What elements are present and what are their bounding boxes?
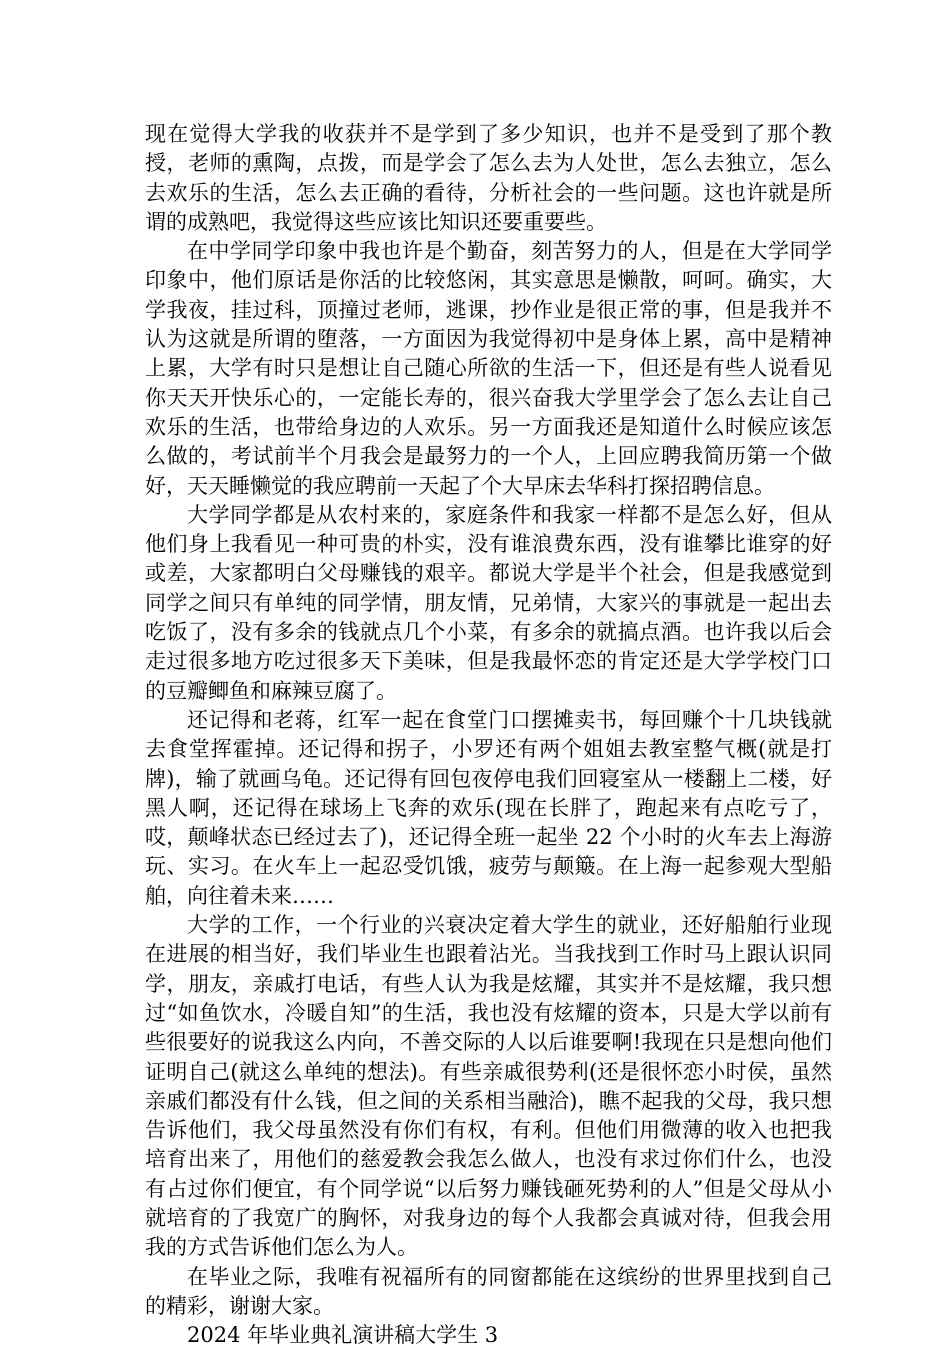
paragraph-4: 还记得和老蒋，红军一起在食堂门口摆摊卖书，每回赚个十几块钱就去食堂挥霍掉。还记得和拐子，小罗还有两个姐姐去教室整气概(就是打牌)，输了就画乌龟。还记得有回包夜停电我们回寝室从一楼翻上二楼，好黑人啊，还记得在球场上飞奔的欢乐(现在长胖了，跑起来有点吃亏了，哎，颠峰状态已经过去了)，还记得全班一起坐 22 个小时的火车去上海游玩、实习。在火车上一起忍受饥饿，疲劳与颠簸。在上海一起参观大型船舶，向往着未来…… <box>145 707 832 908</box>
paragraph-2: 在中学同学印象中我也许是个勤奋，刻苦努力的人，但是在大学同学印象中，他们原话是你活的比较悠闲，其实意思是懒散，呵呵。确实，大学我夜，挂过科，顶撞过老师，逃课，抄作业是很正常的事，但是我并不认为这就是所谓的堕落，一方面因为我觉得初中是身体上累，高中是精神上累，大学有时只是想让自己随心所欲的生活一下，但还是有些人说看见你天天开快乐心的，一定能长寿的，很兴奋我大学里学会了怎么去让自己欢乐的生活，也带给身边的人欢乐。另一方面我还是知道什么时候应该怎么做的，考试前半个月我会是最努力的一个人，上回应聘我简历第一个做好，天天睡懒觉的我应聘前一天起了个大早床去华科打探招聘信息。 <box>145 239 832 498</box>
paragraph-3: 大学同学都是从农村来的，家庭条件和我家一样都不是怎么好，但从他们身上我看见一种可贵的朴实，没有谁浪费东西，没有谁攀比谁穿的好或差，大家都明白父母赚钱的艰辛。都说大学是半个社会，但是我感觉到同学之间只有单纯的同学情，朋友情，兄弟情，大家兴的事就是一起出去吃饭了，没有多余的钱就点几个小菜，有多余的就搞点酒。也许我以后会走过很多地方吃过很多天下美味，但是我最怀恋的肯定还是大学学校门口的豆瓣鲫鱼和麻辣豆腐了。 <box>145 502 832 703</box>
paragraph-6: 在毕业之际，我唯有祝福所有的同窗都能在这缤纷的世界里找到自己的精彩，谢谢大家。 <box>145 1264 832 1318</box>
document-body <box>145 120 832 1350</box>
paragraph-5: 大学的工作，一个行业的兴衰决定着大学生的就业，还好船舶行业现在进展的相当好，我们毕业生也跟着沾光。当我找到工作时马上跟认识同学，朋友，亲戚打电话，有些人认为我是炫耀，其实并不是炫耀，我只想过“如鱼饮水，冷暖自知”的生活，我也没有炫耀的资本，只是大学以前有些很要好的说我这么内向，不善交际的人以后谁要啊!我现在只是想向他们证明自己(就这么单纯的想法)。有些亲戚很势利(还是很怀恋小时侯，虽然亲戚们都没有什么钱，但之间的关系相当融洽)，瞧不起我的父母，我只想告诉他们，我父母虽然没有你们有权，有利。但他们用微薄的收入也把我培育出来了，用他们的慈爱教会我怎么做人，也没有求过你们什么，也没有占过你们便宜，有个同学说“以后努力赚钱砸死势利的人”但是父母从小就培育的了我宽广的胸怀，对我身边的每个人我都会真诚对待，但我会用我的方式告诉他们怎么为人。 <box>145 913 832 1260</box>
paragraph-1: 现在觉得大学我的收获并不是学到了多少知识，也并不是受到了那个教授，老师的熏陶，点拨，而是学会了怎么去为人处世，怎么去独立，怎么去欢乐的生活，怎么去正确的看待，分析社会的一些问题。这也许就是所谓的成熟吧，我觉得这些应该比知识还要重要些。 <box>145 122 832 234</box>
next-section-title: 2024 年毕业典礼演讲稿大学生 3 <box>187 1323 499 1348</box>
